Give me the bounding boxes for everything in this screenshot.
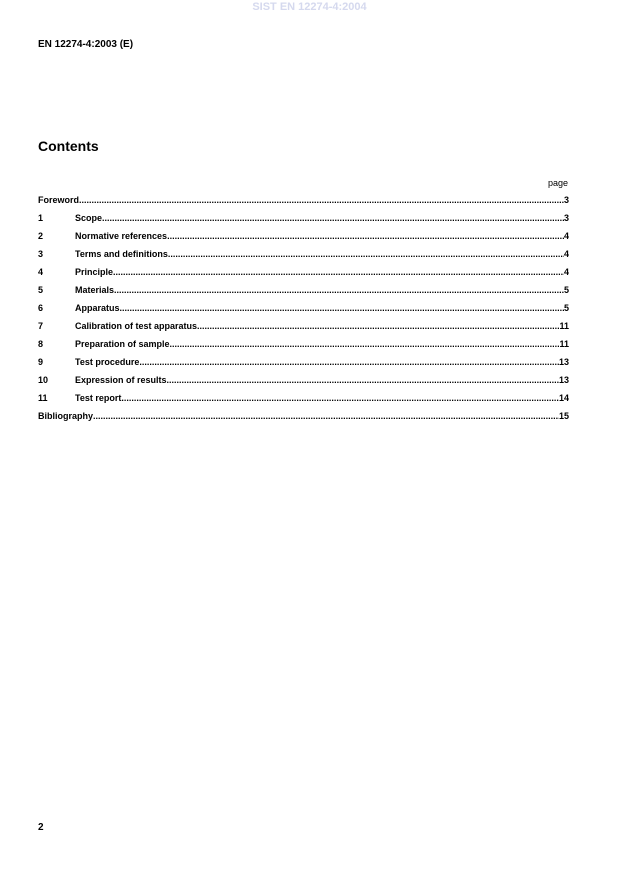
toc-entry-page: 4 bbox=[563, 231, 569, 241]
toc-dot-leader bbox=[120, 302, 564, 314]
toc-entry-title: Preparation of sample bbox=[75, 339, 170, 349]
toc-dot-leader bbox=[102, 212, 564, 224]
watermark-text: SIST EN 12274-4:2004 bbox=[252, 1, 367, 13]
page-number: 2 bbox=[38, 822, 44, 833]
toc-entry-title: Terms and definitions bbox=[75, 249, 168, 259]
toc-entry-number: 9 bbox=[38, 357, 44, 367]
toc-entry-title: Principle bbox=[75, 267, 114, 277]
toc-entry-number: 11 bbox=[38, 393, 48, 403]
toc-entry-number: 5 bbox=[38, 285, 44, 295]
toc-entry-title: Materials bbox=[75, 285, 115, 295]
toc-entry-number: 4 bbox=[38, 267, 44, 277]
table-of-contents bbox=[38, 194, 569, 428]
toc-entry-calibration[interactable] bbox=[38, 320, 569, 338]
document-identifier: EN 12274-4:2003 (E) bbox=[38, 39, 134, 50]
toc-dot-leader bbox=[197, 320, 559, 332]
toc-entry-page: 5 bbox=[563, 285, 569, 295]
toc-entry-foreword[interactable] bbox=[38, 194, 569, 212]
toc-entry-page: 14 bbox=[558, 393, 569, 403]
toc-dot-leader bbox=[167, 374, 559, 386]
toc-entry-number: 8 bbox=[38, 339, 44, 349]
toc-dot-leader bbox=[79, 194, 564, 206]
toc-entry-title: Scope bbox=[75, 213, 103, 223]
toc-entry-title: Calibration of test apparatus bbox=[75, 321, 198, 331]
toc-entry-page: 11 bbox=[559, 321, 569, 331]
toc-entry-number: 10 bbox=[38, 375, 49, 385]
toc-dot-leader bbox=[167, 230, 564, 242]
toc-entry-page: 3 bbox=[563, 213, 569, 223]
toc-entry-page: 15 bbox=[558, 411, 569, 421]
toc-entry-page: 4 bbox=[563, 267, 569, 277]
toc-entry-test-report[interactable] bbox=[38, 392, 569, 410]
toc-entry-number: 1 bbox=[38, 213, 44, 223]
toc-dot-leader bbox=[93, 410, 559, 422]
toc-dot-leader bbox=[170, 338, 560, 350]
toc-entry-page: 5 bbox=[563, 303, 569, 313]
toc-dot-leader bbox=[114, 284, 564, 296]
toc-entry-page: 4 bbox=[563, 249, 569, 259]
toc-dot-leader bbox=[139, 356, 559, 368]
toc-entry-preparation-of-sample[interactable] bbox=[38, 338, 569, 356]
toc-entry-title: Normative references bbox=[75, 231, 168, 241]
toc-entry-page: 3 bbox=[563, 195, 569, 205]
toc-entry-title: Foreword bbox=[38, 195, 80, 205]
toc-entry-number: 2 bbox=[38, 231, 44, 241]
toc-entry-title: Expression of results bbox=[75, 375, 167, 385]
toc-entry-number: 3 bbox=[38, 249, 44, 259]
toc-entry-apparatus[interactable] bbox=[38, 302, 569, 320]
toc-entry-title: Test report bbox=[75, 393, 122, 403]
toc-entry-test-procedure[interactable] bbox=[38, 356, 569, 374]
toc-entry-normative-references[interactable] bbox=[38, 230, 569, 248]
toc-entry-bibliography[interactable] bbox=[38, 410, 569, 428]
toc-entry-terms-and-definitions[interactable] bbox=[38, 248, 569, 266]
toc-dot-leader bbox=[121, 392, 559, 404]
toc-entry-page: 13 bbox=[558, 375, 569, 385]
toc-entry-title: Bibliography bbox=[38, 411, 94, 421]
contents-heading: Contents bbox=[38, 138, 99, 154]
toc-entry-number: 6 bbox=[38, 303, 44, 313]
toc-dot-leader bbox=[168, 248, 564, 260]
toc-entry-title: Apparatus bbox=[75, 303, 120, 313]
toc-entry-page: 13 bbox=[558, 357, 569, 367]
toc-entry-page: 11 bbox=[559, 339, 569, 349]
page-column-label: page bbox=[547, 178, 568, 188]
toc-entry-number: 7 bbox=[38, 321, 44, 331]
toc-dot-leader bbox=[113, 266, 564, 278]
toc-entry-principle[interactable] bbox=[38, 266, 569, 284]
toc-entry-materials[interactable] bbox=[38, 284, 569, 302]
toc-entry-expression-of-results[interactable] bbox=[38, 374, 569, 392]
toc-entry-scope[interactable] bbox=[38, 212, 569, 230]
toc-entry-title: Test procedure bbox=[75, 357, 140, 367]
